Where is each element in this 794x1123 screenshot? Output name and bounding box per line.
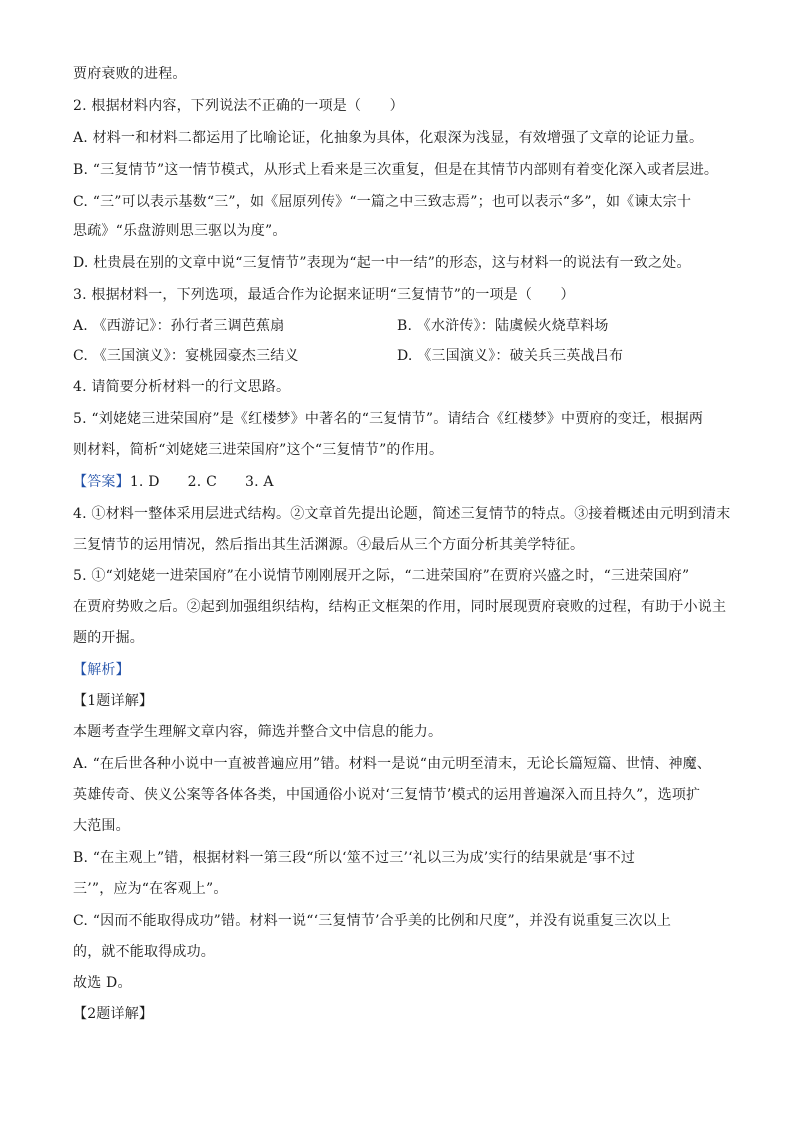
option-3a: A. 《西游记》：孙行者三调芭蕉扇 <box>73 318 285 334</box>
detail-1-b-cont: 三’”，应为“在客观上”。 <box>73 881 228 897</box>
answer-label: 【答案】 <box>73 474 130 490</box>
detail-1-intro: 本题考查学生理解文章内容，筛选并整合文中信息的能力。 <box>73 724 443 740</box>
option-2d: D. 杜贵晨在别的文章中说“三复情节”表现为“起一中一结”的形态，这与材料一的说法有一致之处。 <box>73 255 691 271</box>
answer-4: 4. ①材料一整体采用层进式结构。②文章首先提出论题，简述三复情节的特点。③接着概述由元明到清末 <box>73 506 731 522</box>
detail-1-c: C. “因而不能取得成功”错。材料一说“‘三复情节’合乎美的比例和尺度”，并没有说重复三次以上 <box>73 913 672 929</box>
answer-5: 5. ①“刘姥姥一进荣国府”在小说情节刚刚展开之际，“二进荣国府”在贾府兴盛之时，“三进荣国府” <box>73 568 690 584</box>
detail-1-a-cont: 英雄传奇、侠义公案等各体各类，中国通俗小说对‘三复情节’模式的运用普遍深入而且持久”，选项扩 <box>73 787 701 803</box>
answer-5-cont-2: 题的开掘。 <box>73 630 144 646</box>
analysis-label: 【解析】 <box>73 662 130 678</box>
detail-1-c-cont: 的，就不能取得成功。 <box>73 944 215 960</box>
detail-1-conclusion: 故选 D。 <box>73 975 132 991</box>
detail-1-b: B. “在主观上”错，根据材料一第三段“所以‘筮不过三’‘礼以三为成’实行的结果就是‘事不过 <box>73 850 636 866</box>
answer-3: 3. A <box>244 474 274 490</box>
answer-5-cont: 在贾府势败之后。②起到加强组织结构，结构正文框架的作用，同时展现贾府衰败的过程，有助于小说主 <box>73 599 727 615</box>
detail-1-label: 【1题详解】 <box>73 693 154 709</box>
answer-row <box>73 472 274 492</box>
option-2b: B. “三复情节”这一情节模式，从形式上看来是三次重复，但是在其情节内部则有着变化深入或者层进。 <box>73 162 719 178</box>
option-3c: C. 《三国演义》：宴桃园豪杰三结义 <box>73 348 299 364</box>
q3-options-row-1 <box>73 316 713 336</box>
option-3d: D. 《三国演义》：破关兵三英战吕布 <box>397 348 624 364</box>
option-2a: A. 材料一和材料二都运用了比喻论证，化抽象为具体，化艰深为浅显，有效增强了文章的论证力量。 <box>73 130 704 146</box>
question-5-cont: 则材料，简析“刘姥姥三进荣国府”这个“三复情节”的作用。 <box>73 442 444 458</box>
question-4: 4. 请简要分析材料一的行文思路。 <box>73 379 291 395</box>
detail-2-label: 【2题详解】 <box>73 1006 154 1022</box>
answer-2: 2. C <box>187 474 217 490</box>
question-2: 2. 根据材料内容，下列说法不正确的一项是（ ） <box>73 98 404 114</box>
option-3b: B. 《水浒传》：陆虞候火烧草料场 <box>397 318 609 334</box>
answer-4-cont: 三复情节的运用情况，然后指出其生活渊源。④最后从三个方面分析其美学特征。 <box>73 537 585 553</box>
text-line: 贾府衰败的进程。 <box>73 66 187 82</box>
detail-1-a-cont-2: 大范围。 <box>73 818 130 834</box>
option-2c: C. “三”可以表示基数“三”，如《屈原列传》“一篇之中三致志焉”；也可以表示“多”，如《谏太宗十 <box>73 194 692 210</box>
detail-1-a: A. “在后世各种小说中一直被普遍应用”错。材料一是说“由元明至清末，无论长篇短篇、世情、神魔、 <box>73 756 712 772</box>
q3-options-row-2 <box>73 346 713 366</box>
question-5: 5. “刘姥姥三进荣国府”是《红楼梦》中著名的“三复情节”。请结合《红楼梦》中贾府的变迁，根据两 <box>73 411 704 427</box>
answer-1: 1. D <box>129 474 160 490</box>
option-2c-cont: 思疏》“乐盘游则思三驱以为度”。 <box>73 223 287 239</box>
question-3: 3. 根据材料一，下列选项，最适合作为论据来证明“三复情节”的一项是（ ） <box>73 287 575 303</box>
